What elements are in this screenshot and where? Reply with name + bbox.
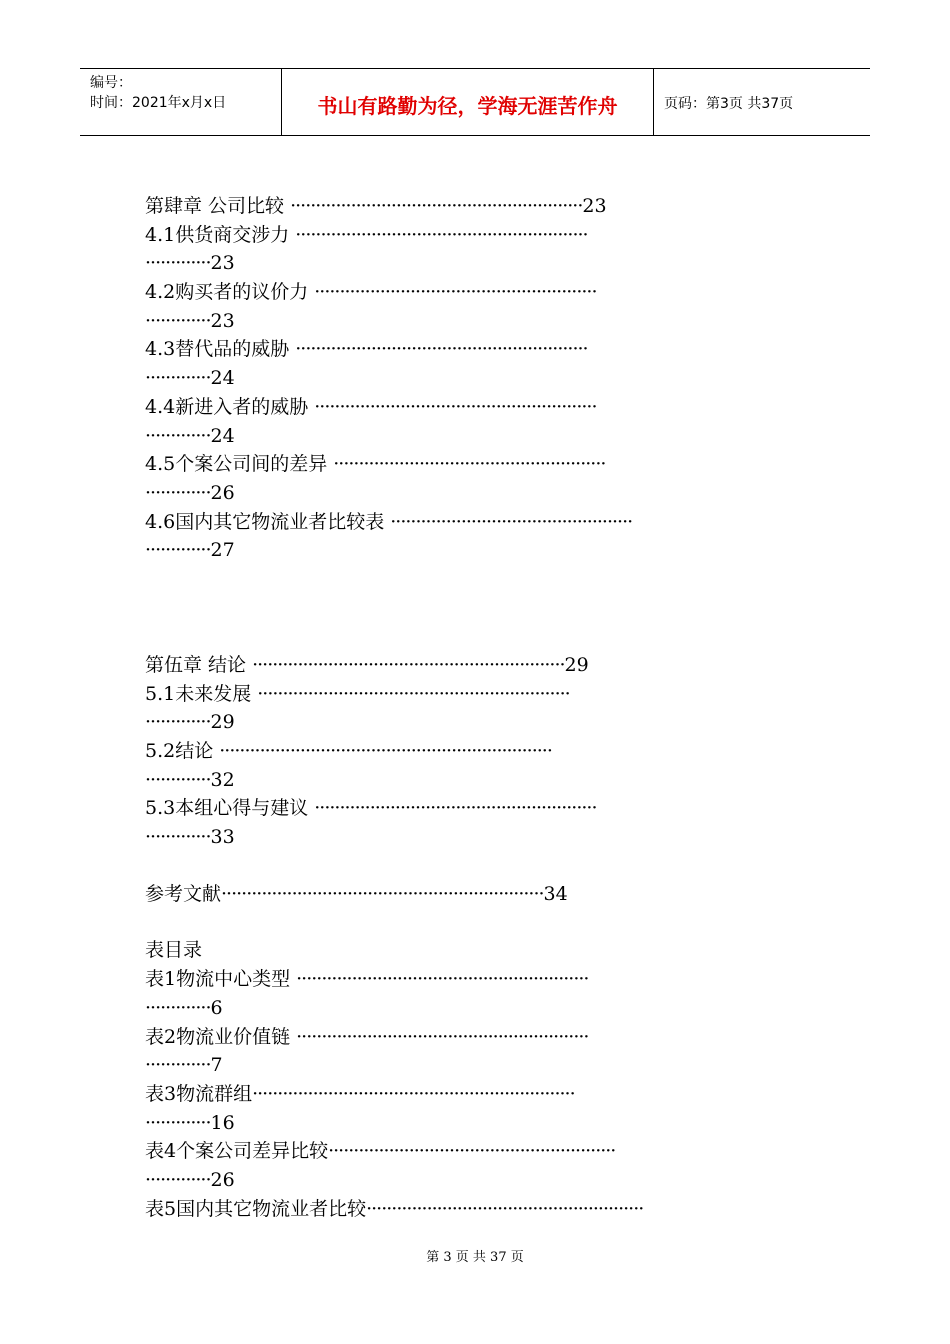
- tables-heading: 表目录: [145, 939, 203, 962]
- toc-entry-cont: [145, 823, 805, 852]
- toc-page: 6: [210, 996, 223, 1019]
- toc-chapter-4[interactable]: [145, 192, 805, 221]
- toc-entry[interactable]: [145, 737, 805, 766]
- toc-page: 32: [210, 768, 235, 791]
- toc-leader: ·············: [145, 1054, 211, 1077]
- toc-title: 4.3替代品的威胁: [145, 338, 296, 361]
- toc-page: 23: [582, 195, 607, 217]
- toc-page: 16: [210, 1111, 235, 1134]
- number-label: 编号：: [90, 75, 132, 91]
- toc-title: 表5国内其它物流业者比较: [145, 1197, 367, 1220]
- toc-entry[interactable]: [145, 1080, 805, 1109]
- toc-leader: ······························································: [257, 682, 570, 705]
- toc-leader: ································································: [252, 1082, 575, 1105]
- toc-title: 表4个案公司差异比较: [145, 1140, 329, 1163]
- toc-leader: ·············: [145, 711, 211, 734]
- toc-entry[interactable]: [145, 450, 805, 479]
- header-meta: [80, 69, 282, 135]
- toc-leader: ··························································: [295, 223, 588, 246]
- toc-leader: ························································: [314, 797, 597, 820]
- page-header: [80, 68, 870, 136]
- toc-entry-cont: [145, 766, 805, 795]
- toc-title: 4.6国内其它物流业者比较表: [145, 510, 391, 533]
- toc-leader: ················································: [390, 510, 633, 533]
- spacer: [145, 565, 805, 651]
- toc-title: 4.4新进入者的威胁: [145, 395, 315, 418]
- toc-leader: ··························································: [290, 195, 583, 217]
- header-motto: 书山有路勤为径，学海无涯苦作舟: [282, 69, 654, 135]
- toc-title: 5.3本组心得与建议: [145, 797, 315, 820]
- toc-page: 34: [543, 882, 568, 905]
- toc-entry-cont: [145, 1051, 805, 1080]
- toc-entry[interactable]: [145, 221, 805, 250]
- toc-leader: ·············: [145, 768, 211, 791]
- toc-leader: ························································: [314, 281, 597, 304]
- toc-leader: ······························································: [252, 653, 565, 676]
- spacer: [145, 908, 805, 936]
- page-footer: 第 3 页 共 37 页: [426, 1250, 524, 1265]
- toc-leader: ························································: [314, 395, 597, 418]
- toc-entry-cont: [145, 307, 805, 336]
- toc-page: 33: [210, 826, 235, 849]
- toc-leader: ·············: [145, 481, 211, 504]
- toc-leader: ·············: [145, 539, 211, 562]
- toc-page: 23: [210, 252, 235, 275]
- toc-leader: ································································: [221, 882, 544, 905]
- toc-chapter-5[interactable]: [145, 651, 805, 680]
- toc-title: 4.5个案公司间的差异: [145, 453, 334, 476]
- toc-leader: ·············: [145, 367, 211, 390]
- toc-entry-cont: [145, 1109, 805, 1138]
- toc-leader: ·············: [145, 309, 211, 332]
- toc-page: 24: [210, 367, 235, 390]
- toc-leader: ·············: [145, 1168, 211, 1191]
- toc-title: 4.1供货商交涉力: [145, 223, 296, 246]
- toc-leader: ··························································: [295, 338, 588, 361]
- toc-entry[interactable]: [145, 335, 805, 364]
- toc-references[interactable]: [145, 880, 805, 909]
- toc-title: 表3物流群组: [145, 1082, 253, 1105]
- toc-title: 表1物流中心类型: [145, 968, 297, 991]
- toc-entry-cont: [145, 479, 805, 508]
- toc-page: 7: [210, 1054, 223, 1077]
- toc-title: 第伍章 结论: [145, 653, 253, 676]
- toc-entry-cont: [145, 422, 805, 451]
- toc-entry[interactable]: [145, 965, 805, 994]
- toc-entry[interactable]: [145, 278, 805, 307]
- toc-leader: ·············: [145, 424, 211, 447]
- toc-entry-cont: [145, 364, 805, 393]
- toc-entry-cont: [145, 1166, 805, 1195]
- toc-leader: ·············: [145, 1111, 211, 1134]
- toc-entry[interactable]: [145, 680, 805, 709]
- toc-page: 24: [210, 424, 235, 447]
- toc-title: 参考文献: [145, 882, 222, 905]
- header-page-info: 页码：第3页 共37页: [664, 96, 794, 112]
- toc-page: 29: [564, 653, 589, 676]
- toc-entry-cont: [145, 994, 805, 1023]
- toc-page: 23: [210, 309, 235, 332]
- toc-entry[interactable]: [145, 1023, 805, 1052]
- toc-title: 5.1未来发展: [145, 682, 258, 705]
- toc-page: 29: [210, 711, 235, 734]
- toc-leader: ·························································: [328, 1140, 616, 1163]
- toc-title: 4.2购买者的议价力: [145, 281, 315, 304]
- toc-leader: ·······················································: [366, 1197, 644, 1220]
- toc-entry[interactable]: [145, 1137, 805, 1166]
- toc-page: 27: [210, 539, 235, 562]
- toc-entry[interactable]: [145, 794, 805, 823]
- toc-title: 5.2结论: [145, 740, 220, 762]
- toc-title: 表2物流业价值链: [145, 1025, 297, 1048]
- toc-entry[interactable]: [145, 393, 805, 422]
- table-of-contents: [145, 192, 805, 1223]
- spacer: [145, 852, 805, 880]
- toc-entry-cont: [145, 249, 805, 278]
- toc-leader: ··································································: [219, 740, 552, 762]
- toc-leader: ·············: [145, 826, 211, 849]
- toc-entry-cont: [145, 536, 805, 565]
- toc-leader: ·············: [145, 996, 211, 1019]
- toc-leader: ·············: [145, 252, 211, 275]
- toc-page: 26: [210, 481, 235, 504]
- toc-leader: ··························································: [296, 968, 589, 991]
- toc-entry-cont: [145, 708, 805, 737]
- toc-leader: ··························································: [296, 1025, 589, 1048]
- toc-title: 第肆章 公司比较: [145, 195, 291, 217]
- toc-entry[interactable]: [145, 1195, 805, 1224]
- toc-leader: ······················································: [333, 453, 606, 476]
- toc-entry[interactable]: [145, 508, 805, 537]
- time-label: 时间：2021年x月x日: [90, 95, 227, 111]
- toc-page: 26: [210, 1168, 235, 1191]
